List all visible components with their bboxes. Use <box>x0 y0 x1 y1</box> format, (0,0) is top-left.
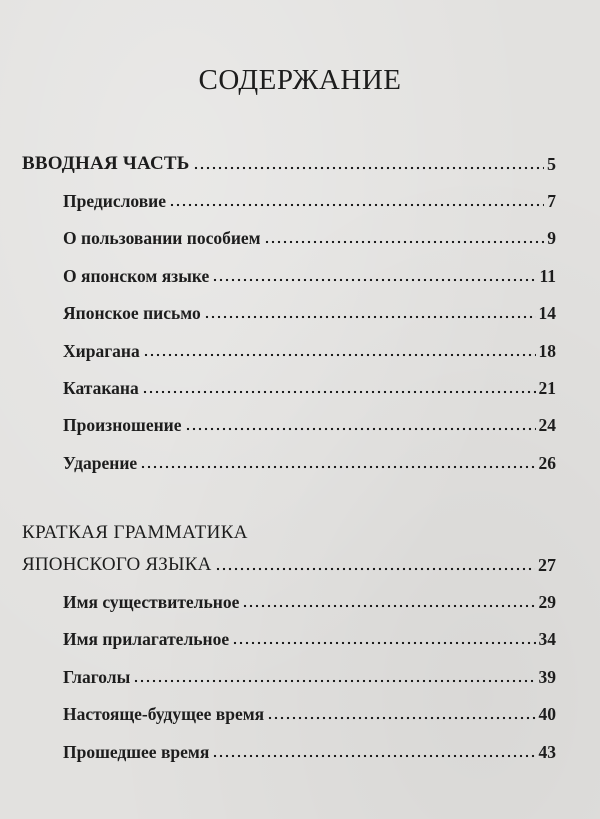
toc-entry-page: 11 <box>539 266 556 286</box>
toc-entry[interactable] <box>63 414 556 436</box>
toc-entry[interactable] <box>63 628 556 650</box>
toc-entry-label: Ударение <box>63 453 138 473</box>
toc-entry-intro[interactable] <box>22 153 556 175</box>
toc-entry-grammar[interactable] <box>22 554 556 576</box>
toc-entry-label: Имя прилагательное <box>63 629 230 649</box>
toc-entry-page: 21 <box>538 378 556 398</box>
dot-leader <box>169 203 544 207</box>
dot-leader <box>232 641 535 645</box>
toc-entry[interactable] <box>63 377 556 399</box>
toc-entry-page: 29 <box>538 592 556 612</box>
toc-entry[interactable] <box>63 452 556 474</box>
toc-entry[interactable] <box>63 666 556 688</box>
dot-leader <box>215 567 535 571</box>
toc-entry-page: 14 <box>538 303 556 323</box>
dot-leader <box>185 427 536 431</box>
toc-entry-page: 7 <box>547 191 556 211</box>
toc-entry-label: Катакана <box>63 378 139 398</box>
toc-entry-label: Предисловие <box>63 191 167 211</box>
dot-leader <box>142 390 536 394</box>
dot-leader <box>264 240 545 244</box>
dot-leader <box>212 278 536 282</box>
toc-entry-page: 40 <box>538 704 556 724</box>
dot-leader <box>140 465 535 469</box>
dot-leader <box>267 716 535 720</box>
toc-entry[interactable] <box>63 741 556 763</box>
toc-entry-label: ВВОДНАЯ ЧАСТЬ <box>22 153 190 174</box>
section-heading-line1: КРАТКАЯ ГРАММАТИКА <box>22 522 248 543</box>
toc-entry-label: Прошедшее время <box>63 742 210 762</box>
toc-entry-label: Произношение <box>63 415 182 435</box>
toc-entry-page: 9 <box>547 228 556 248</box>
toc-entry-label: Имя существительное <box>63 592 240 612</box>
toc-entry-page: 26 <box>538 453 556 473</box>
toc-entry-page: 39 <box>538 667 556 687</box>
toc-entry[interactable] <box>63 227 556 249</box>
toc-entry-label: О японском языке <box>63 266 210 286</box>
toc-entry-page: 5 <box>547 154 556 174</box>
page-title: СОДЕРЖАНИЕ <box>198 64 402 96</box>
toc-entry-label: О пользовании пособием <box>63 228 261 248</box>
dot-leader <box>193 166 545 170</box>
dot-leader <box>143 353 536 357</box>
toc-entry[interactable] <box>63 302 556 324</box>
dot-leader <box>242 604 535 608</box>
toc-entry-page: 24 <box>538 415 556 435</box>
toc-entry-label: Хирагана <box>63 341 140 361</box>
toc-entry[interactable] <box>63 340 556 362</box>
toc-entry-page: 18 <box>538 341 556 361</box>
dot-leader <box>204 315 536 319</box>
toc-entry[interactable] <box>63 591 556 613</box>
toc-entry[interactable] <box>63 190 556 212</box>
toc-entry-label: Настояще-будущее время <box>63 704 265 724</box>
toc-entry-label: Глаголы <box>63 667 131 687</box>
toc-entry[interactable] <box>63 265 556 287</box>
toc-entry-page: 27 <box>538 555 556 575</box>
toc-entry-page: 34 <box>538 629 556 649</box>
toc-entry-label: Японское письмо <box>63 303 201 323</box>
toc-entry[interactable] <box>63 703 556 725</box>
toc-entry-page: 43 <box>538 742 556 762</box>
dot-leader <box>212 754 535 758</box>
toc-entry-label: ЯПОНСКОГО ЯЗЫКА <box>22 554 212 575</box>
dot-leader <box>133 679 535 683</box>
